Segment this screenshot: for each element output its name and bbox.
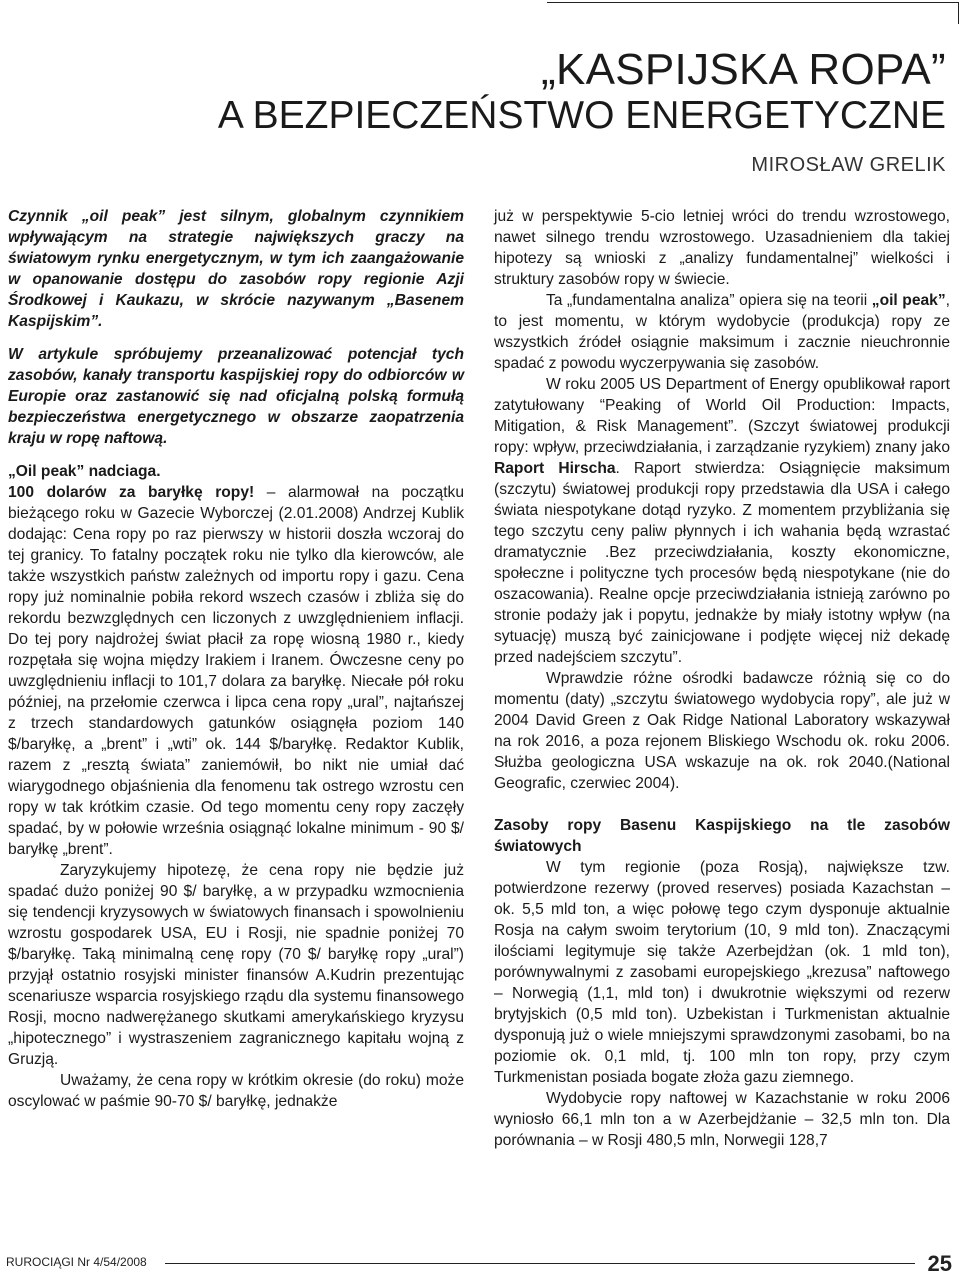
- top-rule: [547, 2, 958, 3]
- right-paragraph-5: W tym regionie (poza Rosją), największe tzw. potwierdzone rezerwy (proved reserves) posiada Kazachstan – ok. 5,5 mld ton, a więc połowę tego czym dysponuje aktualnie Rosja na całym swoim terytorium (10, 9 mld ton). Znaczącymi ilościami legitymuje się także Azerbejdżan (ok. 1 mld ton), porównywalnymi z zasobami europejskiego „krezusa” naftowego – Norwegią (1,1, mld ton) i dwukrotnie większymi od rezerw brytyjskich (0,5 mld ton). Uzbekistan i Turkmenistan aktualnie dysponują już o wiele mniejszymi sprawdzonymi zasobami, bo na poziomie ok. 0,1 mld, tj. 100 mln ton ropy, przy czym Turkmenistan posiada bogate złoża gazu ziemnego.: [494, 859, 950, 1086]
- left-column: [8, 206, 464, 1112]
- right-paragraph-4: Wprawdzie różne ośrodki badawcze różnią się co do momentu (daty) „szczytu światowego wydobycia ropy”, ale już w 2004 David Green z Oak Ridge National Laboratory wskazywał na rok 2016, a poza rejonem Bliskiego Wschodu ok. roku 2006. Służba geologiczna USA wskazuje na ok. rok 2040.(National Geografic, czerwiec 2004).: [494, 670, 950, 792]
- section-heading-oil-peak: „Oil peak” nadciaga.: [8, 463, 161, 480]
- right-p2-bold: „oil peak”: [871, 292, 946, 309]
- footer-journal-label: RUROCIĄGI Nr 4/54/2008: [6, 1255, 147, 1269]
- right-p3-bold: Raport Hirscha: [494, 460, 616, 477]
- body-paragraph-2: Zaryzykujemy hipotezę, że cena ropy nie będzie już spadać dużo poniżej 90 $/ baryłkę, a w przypadku wzmocnienia się tendencji kryzysowych w światowych finansach i spowolnieniu wzrostu gospodarek USA, EU i Rosji, nie spadnie poniżej 70 $/baryłkę. Taką minimalną cenę ropy (70 $/ baryłkę ropy „ural”) przyjął ostatnio rosyjski minister finansów A.Kudrin prezentując scenariusze wsparcia rosyjskiego rządu dla systemu finansowego Rosji, mocno nadwerężanego skutkami amerykańskiego kryzysu „hipotecznego” i wystraszeniem zagranicznego kapitału wojną z Gruzją.: [8, 862, 464, 1068]
- section-heading-caspian: Zasoby ropy Basenu Kaspijskiego na tle zasobów światowych: [494, 817, 950, 855]
- title-line-1: „KASPIJSKA ROPA”: [541, 45, 946, 94]
- right-p3-b: . Raport stwierdza: Osiągnięcie maksimum (szczytu) światowej produkcji ropy przedstawia dla USA i całego świata niespotykane dotąd ryzyko. Z momentem przybliżania się tego szczytu ceny paliw płynnych i ich wahania będą wzrastać dramatycznie .Bez przeciwdziałania, koszty ekonomiczne, społeczne i polityczne tych procesów będą niespotykane (nie do oszacowania). Realne opcje przeciwdziałania istnieją zarówno po stronie podaży jak i popytu, jednakże by miały istotny wpływ (na sytuację) muszą być zainicjowane i podjęte więcej niż dekadę przed nadejściem szczytu”.: [494, 460, 950, 666]
- body-paragraph-1: [8, 482, 464, 860]
- body-bold-phrase: 100 dolarów za baryłkę ropy!: [8, 484, 255, 501]
- right-paragraph-1: już w perspektywie 5-cio letniej wróci do trendu wzrostowego, nawet silnego trendu wzrostowego. Uzasadnieniem dla takiej hipotezy są wnioski z „analizy fundamentalnej” wielkości i struktury zasobów ropy w świecie.: [494, 208, 950, 288]
- right-paragraph-3: [494, 374, 950, 668]
- right-p2-a: Ta „fundamentalna analiza” opiera się na teorii: [546, 292, 872, 309]
- page-number: 25: [927, 1251, 952, 1276]
- body-text: – alarmował na początku bieżącego roku w Gazecie Wyborczej (2.01.2008) Andrzej Kublik dodając: Cena ropy po raz pierwszy w historii doszła wczoraj do tej granicy. To fatalny początek roku nie tylko dla kierowców, ale także wszystkich państw zależnych od importu ropy i gazu. Cena ropy już nominalnie pobiła rekord wszech czasów i zbliża się do rekordu bezwzględnych cen liczonych z uwzględnieniem inflacji. Do tej pory najdrożej świat płacił za ropę wiosną 1980 r., kiedy rozpętała się wojna między Irakiem i Iranem. Ówczesne ceny po uwzględnieniu inflacji to 101,7 dolara za baryłkę. Niecałe pół roku później, na przełomie czerwca i lipca cena ropy „ural”, najtańszej z trzech standardowych gatunków osiągnęła poziom 140 $/baryłkę, a „brent” i „wti” ok. 144 $/baryłkę. Redaktor Kublik, razem z „resztą świata” zaniemówił, bo nikt nie umiał dać wiarygodnego objaśnienia dla fenomenu tak ostrego wzrostu cen ropy w tak krótkim czasie. Od tego momentu ceny ropy zaczęły spadać, by w połowie września osiągnąć lokalne minimum - 90 $/ baryłkę „brent”.: [8, 484, 464, 858]
- footer-rule: [165, 1263, 915, 1264]
- lead-paragraph-2: W artykule spróbujemy przeanalizować potencjał tych zasobów, kanały transportu kaspijskiej ropy do odbiorców w Europie oraz zastanowić się nad oficjalną polską formułą bezpieczeństwa energetycznego w obszarze zaopatrzenia kraju w ropę naftową.: [8, 346, 464, 447]
- lead-paragraph-1: Czynnik „oil peak” jest silnym, globalnym czynnikiem wpływającym na strategie największych graczy na światowym rynku energetycznym, w tym ich zaangażowanie w opanowanie dostępu do zasobów ropy regionie Azji Środkowej i Kaukazu, w skrócie nazywanym „Basenem Kaspijskim”.: [8, 208, 464, 330]
- right-paragraph-6: Wydobycie ropy naftowej w Kazachstanie w roku 2006 wyniosło 66,1 mln ton a w Azerbejdżanie – 32,5 mln ton. Dla porównania – w Rosji 480,5 mln, Norwegii 128,7: [494, 1090, 950, 1149]
- title-line-2: A BEZPIECZEŃSTWO ENERGETYCZNE: [217, 94, 946, 137]
- right-paragraph-2: [494, 290, 950, 374]
- right-column: [494, 206, 950, 1151]
- top-rule-tick: [958, 2, 959, 24]
- author: MIROSŁAW GRELIK: [751, 154, 946, 176]
- right-p2-b: , to jest momentu, w którym wydobycie (produkcja) ropy ze wszystkich źródeł osiągnie maksimum i zacznie nieuchronnie spadać z powodu wyczerpywania się zasobów.: [494, 292, 950, 372]
- body-paragraph-3: Uważamy, że cena ropy w krótkim okresie (do roku) może oscylować w paśmie 90-70 $/ baryłkę, jednakże: [8, 1072, 464, 1110]
- right-p3-a: W roku 2005 US Department of Energy opublikował raport zatytułowany “Peaking of World Oil Production: Impacts, Mitigation, & Risk Management”. (Szczyt światowej produkcji ropy: wpływ, przeciwdziałania, i zarządzanie ryzykiem) znany jako: [494, 376, 950, 456]
